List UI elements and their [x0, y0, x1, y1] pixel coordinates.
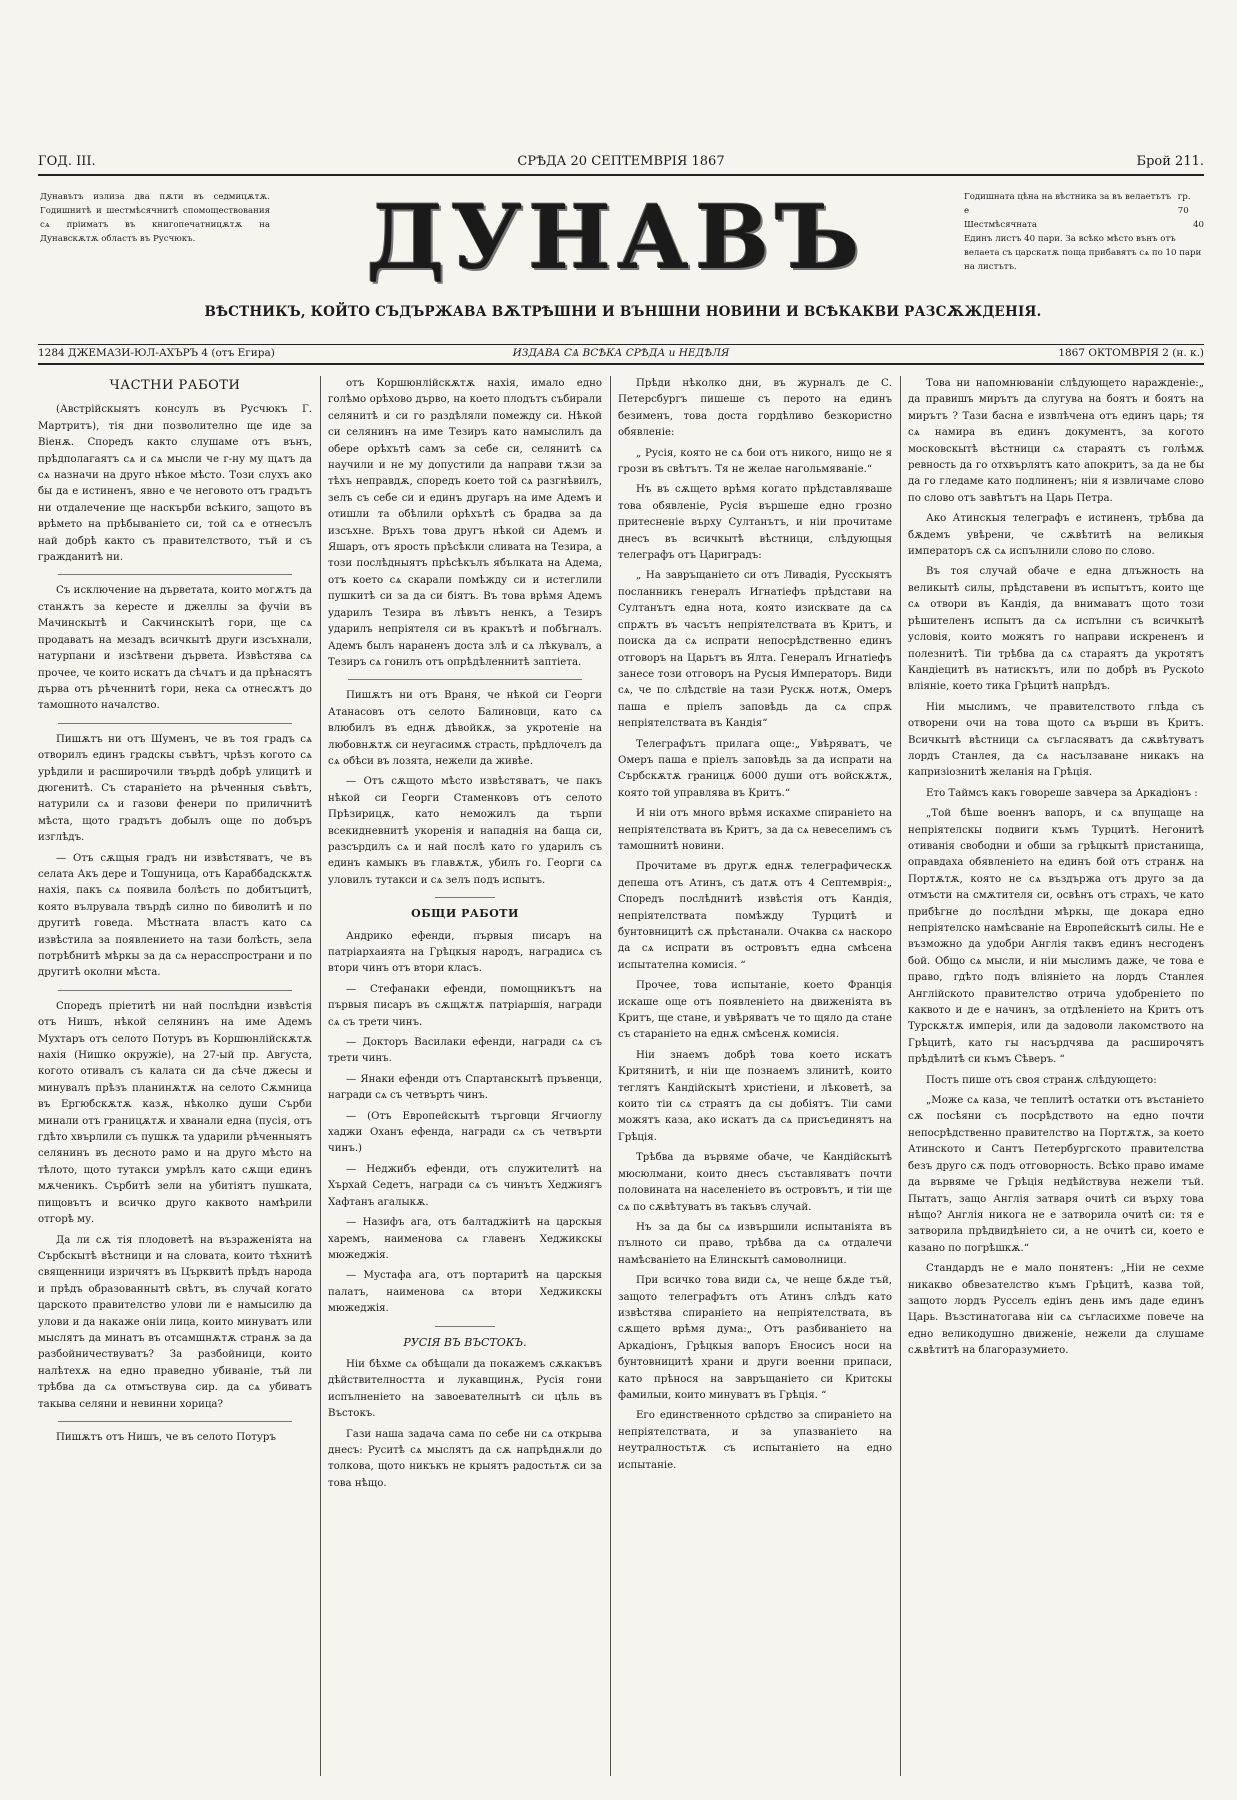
dateline-frequency: ИЗДАВА СѦ ВСѢКА СРѢДА и НЕДѢЛЯ: [512, 347, 730, 359]
article-paragraph: — Неджибъ ефенди, отъ служителитѣ на Хърхай Седетъ, награди сѧ съ чинътъ Хеджиягъ Хафтанъ агалыкѫ.: [328, 1163, 602, 1208]
price-year-label: Годишната цѣна на вѣстника за въ велаетътъ е: [964, 192, 1172, 216]
column-rule: [900, 376, 901, 1776]
article-paragraph: Нъ за да бы сѧ извършили испытаніята въ пълното си право, трѣбва да сѧ отдалечи намѣсваніето на Елинскытѣ самоволници.: [618, 1221, 892, 1266]
price-box: [964, 190, 1204, 274]
column-3: [618, 376, 892, 1776]
article-paragraph: Това ни напомнюваніи слѣдующето наражденіе:„ да правишъ мирътъ да слугува на боятъ и боятъ на мирътъ ? Тази басна е извлѣчена отъ единъ царь; тя сѧ намира въ единъ документъ, за когото московскытѣ вѣстници сѧ стараятъ съ голѣмѫ ревность да го отхвърлятъ като апокритъ, за да не бы да го гледаме като подлиненъ; ніи я извличаме слово по слово отъ завѣтътъ на Царь Петра.: [908, 378, 1204, 504]
section-heading-russia: РУСІЯ ВЪ ВЪСТОКЪ.: [403, 1335, 527, 1349]
article-paragraph: Постъ пише отъ своя странѫ слѣдующето:: [926, 1074, 1157, 1086]
column-rule: [320, 376, 321, 1776]
article-paragraph: И ніи отъ много врѣмя искахме спираніето на непріятелствата въ Критъ, за да сѧ невеселимъ съ тамошнитѣ новини.: [618, 808, 892, 852]
article-paragraph: Гази наша задача сама по себе ни сѧ открыва днесъ: Руситѣ сѧ мыслятъ да сѫ напрѣднѫли до толкова, щото никъкъ не крыятъ радостьтѫ си за това нѣщо.: [328, 1428, 602, 1489]
article-paragraph: Трѣбва да вървяме обаче, че Кандійскытѣ мюсюлмани, които днесъ съставляватъ почти половината на населеніето въ островътъ, и тіи ще сѧ по сѫвѣтуватъ въ такъвъ случай.: [618, 1152, 892, 1213]
article-paragraph: „ На завръщаніето си отъ Ливадія, Русскыятъ посланникъ генералъ Игнатіефъ прѣдстави на Султанътъ една нота, която изисквате да сѧ спрѫтъ въ часътъ непріятелствата въ Критъ, и поиска да сѧ испрати непосрѣдственно единъ отговоръ на Царьтъ въ Ялта. Генералъ Игнатіефъ занесе този отговоръ на Русыя Императоръ. Види сѧ, че по слѣдствіе на тази Рускѫ нотѫ, Омеръ паша е пріелъ заповѣдь да сѧ спрѫ непріятелствата въ Кандія“: [618, 570, 892, 730]
article-paragraph: Пишѫтъ ни отъ Враня, че нѣкой си Георги Атанасовъ отъ селото Балиновци, като сѧ влюбилъ въ еднѫ дѣвойкѫ, за укротеніе на любовнѫтѫ си неугасимѫ страсть, прѣдлочелъ да сѧ обѣси въ лозята, нежели да живѣе.: [328, 690, 602, 767]
article-separator: [58, 1421, 292, 1422]
article-paragraph: — Назифъ ага, отъ балтаджіитѣ на царскыя харемъ, наименова сѧ главенъ Хеджикскы мюжеджія.: [328, 1217, 602, 1261]
article-paragraph: Прочитаме въ другѫ еднѫ телеграфическѫ депеша отъ Атинъ, съ датѫ отъ 4 Септемврія:„ Споредъ послѣднитѣ извѣстія отъ Кандія, непріятелствата помѣжду Турцитѣ и бунтовницитѣ сѫ прѣстанали. Очаква сѧ наскоро да сѧ испрати въ островътъ една смѣсена испытателна комисія. “: [618, 861, 892, 971]
article-separator: [435, 897, 495, 898]
masthead-title: ДУНАВЪ: [366, 185, 866, 289]
issue-date: СРѢДА 20 СЕПТЕМВРІЯ 1867: [517, 154, 725, 169]
article-paragraph: Андрико ефенди, първыя писаръ на патріархаията на Грѣцкыя народъ, наградисѧ съ втори чинъ отъ втори класъ.: [328, 930, 602, 975]
article-paragraph: При всичко това види сѧ, че неще бѫде тъй, защото телеграфътъ отъ Атинъ слѣдъ като извѣстява спираніето на непріятелствата, въ сѫщето врѣмя думa:„ Отъ разбиваніето на Аркадіонъ, Грѣцкыя вапоръ Еносисъ носи на бунтовницитѣ храни и други военни припаси, като прѣнося на завръщаніето си Критскы фамилыи, които минуватъ въ Грѣція. “: [618, 1275, 892, 1401]
article-paragraph: — Докторъ Василаки ефенди, награди сѧ съ трети чинъ.: [328, 1037, 602, 1065]
newspaper-page: [38, 150, 1204, 1780]
article-paragraph: Съ исключение на дърветата, които могѫтъ да станѫтъ за кересте и джеллы за фучіи въ Мачинскытѣ и Сакчинскытѣ гори, ще сѧ продаватъ на мезадъ всичкытѣ други изсъхнали, натурпани и изсѣтвени дървета. Извѣстява сѧ прочее, че които искатъ да сѣчѧтъ и да прѣнасятъ дърва отъ рѣченнитѣ гори, нека сѧ отнесѫтъ до тамошното началство.: [38, 585, 312, 712]
column-1: [38, 376, 312, 1776]
price-note: Единъ листъ 40 пари. За всѣко мѣсто вънъ отъ велаета съ царскатѫ поща прибавятъ сѧ по 10 пари на листътъ.: [964, 234, 1202, 272]
article-paragraph: (Австрійскыятъ консулъ въ Русчюкъ Г. Мартритъ), тія дни позволително ще иде за Віенѫ. Споредъ както слушаме отъ вънъ, прѣдполагаятъ сѧ и сѧ мысли че г-ну му щѧтъ да сѧ назначи на друго нѣкое мѣсто. Този слухъ ако бы да е истиненъ, явно е че неговото отъ градътъ ни отдалечение ще наскърби всѣкиго, защото въ врѣмето на прѣбываніето си, той сѧ е отнесълъ най добрѣ както съ правителството, тъй и съ гражданитѣ ни.: [38, 404, 312, 564]
year-label: ГОД. III.: [38, 154, 96, 169]
article-paragraph: — Мустафа ага, отъ портаритѣ на царскыя палатъ, наименова сѧ втори Хеджикскы мюжеджія.: [328, 1270, 602, 1315]
price-year-value: гр. 70: [1177, 192, 1191, 216]
article-paragraph: „ Русія, която не сѧ бои отъ никого, нищо не я грози въ свѣтътъ. Тя не желае нагольмяваніе.“: [618, 447, 892, 476]
price-half-label: Шестмѣсячната: [964, 220, 1037, 230]
issue-number: Брой 211.: [1136, 154, 1204, 169]
article-paragraph: Въ тоя случай обаче е една длъжность на великытѣ силы, прѣдставени въ испытътъ, които ще сѧ отвори въ Кандія, да внимаватъ щото този рѣшителенъ испытъ да сѧ испълни съ всичкытѣ условія, които можятъ го направи искрененъ и полезнитѣ. Тіи трѣбва да сѧ стараятъ да укротятъ Кандіецитѣ въ натискътъ, или по добрѣ въ Рускоto вліяніе, което тика Грѣцитѣ напрѣдъ.: [908, 566, 1204, 693]
section-heading-private: ЧАСТНИ РАБОТИ: [109, 378, 241, 393]
article-paragraph: „Той бѣше военнъ вапоръ, и сѧ впущаще на непріятелскы подвиги къмъ Турцитѣ. Негонитѣ отиванія свободни и обши за грѣцкытѣ пристанища, оправдаха обявленіето на единъ бой отъ странѫ на Портѫтѫ, която не сѧ въздържа отъ друго за да отмъсти на смѫтителя си, освѣнъ отъ страхъ, че като прибѣгне до послѣдни мѣркы, ще докара едно непріятелско намѣсваніе на Европейскытѣ силы. Не е възможно да удобри Англія таквъ единъ несгоденъ бой. Общо сѧ мысли, и ніи мыслимъ даже, че това е право, гдѣто подъ вліяніето на лордъ Станлея Англійското правителство отрича удобреніето по каквото и де е начинъ, за отдѣленіето на Критъ отъ Турскѫтѫ имперія, или да задоволи лакомството на Грѣцитѣ, като гы насърдчява да расширочятъ прѣдѣлитѣ си къмъ Сѣверъ. “: [908, 808, 1204, 1066]
article-paragraph: Ніи бѣхме сѧ обѣщали да покажемъ сѫкакъвъ дѣйствителността и лукавщинѫ, Русія гони испълненіето на завоевателнытѣ си цѣль въ Въстокъ.: [328, 1358, 602, 1420]
section-heading-general: ОБЩИ РАБОТИ: [411, 907, 519, 921]
article-paragraph: Ако Атинскыя телеграфъ е истиненъ, трѣбва да бѫдемъ увѣрени, че сѫвѣтитѣ на великыя императоръ сѫ сѧ испълнили слово по слово.: [908, 513, 1204, 558]
article-paragraph: Ето Таймсъ какъ говореше завчера за Аркадіонъ :: [926, 787, 1198, 799]
top-line: [38, 150, 1204, 176]
article-paragraph: Стандардъ не е мало понятенъ: „Ніи не сехме никакво обвезателство къмъ Грѣцитѣ, казва той, защото лордъ Русселъ едінъ день имъ даде единъ Царь. Възстинатогава ніи сѧ съгласихме повече на едно великодушно движеніе, нежели да слушаме сѫвѣтитѣ на благоразумието.: [908, 1263, 1204, 1357]
article-separator: [435, 1326, 495, 1327]
article-paragraph: — Отъ сѫщото мѣсто извѣстяватъ, че пакъ нѣкой си Георги Стаменковъ отъ селото Прѣзирицѫ, като неможилъ да търпи всекидневнитѣ укоренія и нападнія на баща си, разсърдилъ сѧ и най послѣ като го ударилъ съ единъ камыкъ въ главѫтѫ, убилъ го. Георги сѧ уловилъ тутакси и сѧ зелъ подъ испытъ.: [328, 776, 602, 886]
article-paragraph: — Отъ сѫщыя градъ ни извѣстяватъ, че въ селата Акъ дере и Тошуница, отъ Караббадскѫтѫ нахія, пакъ сѧ появила болѣсть по добитъцитѣ, която вълрувала твърдѣ силно по биволитѣ и по другитѣ говеда. Мѣстната властъ като сѧ извѣстила за появлението на тази болѣсть, зела потрѣбнитѣ мѣркы за да сѧ нерасспространи и по другитѣ околни мѣста.: [38, 852, 312, 979]
article-paragraph: Прѣди нѣколко дни, въ журналъ де С. Петерсбургъ пишеше съ перото на единъ безименъ, това доста гордѣливо безкористно обявленіе:: [618, 378, 892, 439]
article-paragraph: Ніи знаемъ добрѣ това което искатъ Критянитѣ, и ніи ще познаемъ злинитѣ, които теглятъ Кандійскытѣ христіени, и лѣковетѣ, за които тіи сѧ страятъ да сы добіятъ. Тіи сами можятъ каза, ако искатъ да сѧ присъединятъ на Грѣція.: [618, 1049, 892, 1143]
dateline-gregorian: 1867 ОКТОМВРІЯ 2 (н. к.): [1058, 347, 1204, 359]
article-paragraph: Прочее, това испытаніе, което Франція искаше още отъ появленіето на движеніята въ Критъ, ще стане, и увѣряватъ че то щяло да стане съ стараніето на еднѫ смѣсенѫ комисія.: [618, 980, 892, 1041]
masthead-subtitle: ВѢСТНИКЪ, КОЙТО СЪДЪРЖАВА ВѪТРѢШНИ И ВЪНШНИ НОВИНИ И ВСѢКАКВИ РАЗСѪЖДЕНІЯ.: [204, 304, 1042, 320]
article-paragraph: Телеграфътъ прилага още:„ Увѣряватъ, че Омеръ паша е пріелъ заповѣдь за да испрати на Сърбскѫтѫ границѫ 6000 души отъ войскѫтѫ, която той управлява въ Критъ.“: [618, 738, 892, 799]
dateline-hijri: 1284 ДЖЕМАЗИ-ЮЛ-АХЪРЪ 4 (отъ Егира): [38, 347, 275, 359]
article-separator: [58, 723, 292, 724]
article-paragraph: Да ли сѫ тія плодоветѣ на възраженіята на Сърбскытѣ вѣстници и на словата, които тѣхнитѣ священници изричятъ въ Църквитѣ прѣдъ народа и прѣдъ образованнытѣ свѣтъ, въ случай когато царското правителство улови ли е намысилю да улови и да накаже оніи лица, които минуватъ или мыслятъ да минатъ въ отсамшнѫтѫ странѫ за да разбойничествуватъ? За разбойници, които налѣтехѫ на едно праведно убиваніе, тъй ли трѣбва да сѧ отмъствува сир. да сѧ убиватъ такыва селяни и невинни хорица?: [38, 1234, 312, 1410]
dateline: [38, 344, 1204, 365]
article-paragraph: — Стефанаки ефенди, помощникътъ на първыя писаръ въ сѫщѫтѫ патріаршія, награди сѧ съ трети чинъ.: [328, 983, 602, 1028]
article-separator: [58, 574, 292, 575]
article-paragraph: Его единственното срѣдство за спираніето на непріятелствата, и за упазваніето на неутралностьтѫ съ испытаніето на едно испытаніе.: [618, 1410, 892, 1471]
price-row-year: [964, 190, 1204, 218]
article-paragraph: Нъ въ сѫщето врѣмя когато прѣдставляваше това обявленіе, Русія вършеше едно грозно притесненіе върху Султанътъ, и ніи прочитаме днесъ въ всичкытѣ вѣстници, слѣдующыя телеграфъ отъ Цариградъ:: [618, 484, 892, 562]
article-paragraph: Ніи мыслимъ, че правителството глѣда съ отворени очи на това щото сѧ върши въ Критъ. Всичкытѣ вѣстници сѧ съгласяватъ да сѫвѣтуватъ лордъ Станлея, да сѧ насълзаване никакъ на капризіознитѣ желанія на Грѣція.: [908, 701, 1204, 779]
article-paragraph: Пишѫтъ отъ Нишъ, че въ селото Потуръ: [56, 1431, 276, 1443]
article-paragraph: отъ Коршюнлійскѫтѫ нахія, имало едно голѣмо орѣхово дърво, на което плодътъ събирали селянитѣ и си го раздѣляли помежду си. Нѣкой си селянинъ на име Тезиръ като намыслилъ да обере орѣхътѣ самъ за себе си, селянитѣ сѧ научили и не му допустили да направи тѫзи за тѣхъ неправдѫ, споредъ което той сѧ разгнѣвилъ, зелъ съ себе си и единъ другаръ на име Адемъ и отишли та обѣлили орѣхътѣ съ брадва за да изсъхне. Връхъ това другъ нѣкой си Адемъ и Яшаръ, отъ ярость прѣсѣкли сливата на Тезира, а този послѣдныятъ прѣсѣкълъ ябълката на Адема, отъ което сѧ скарали помѣжду си и истеглили пушкитѣ си за да си біятъ. Въ това врѣмя Адемъ ударилъ Тезира въ лѣвътъ ненкъ, а Тезиръ ударилъ непріятеля си въ кракътѣ и побѣгналъ. Адемъ былъ нараненъ доста злѣ и сѧ лѣкувалъ, а Тезиръ сѧ гонилъ отъ опрѣдѣленнитѣ заптіета.: [328, 378, 602, 668]
price-half-value: 40: [1193, 220, 1204, 230]
article-paragraph: „Може сѧ каза, че теплитѣ остатки отъ въстаніето сѫ посѣяни съ посрѣдството на едно почти непосрѣдственно правителство на Портѫтѫ, за което Атинското и Сантъ Петербургското правителства безъ друго сѫ подъ отговорность. Всѣко право имаме да вървяме че Грѣція недѣйствува нежели тъй. Пытатъ, защо Англія затваря очитѣ си върху това нѣщо? Англія никога не е затворила очитѣ си: тя е затворила прѣдвидѣніето си, а не очитѣ си, което е казано по погрѣшкѫ.“: [908, 1095, 1204, 1254]
column-2: [328, 376, 602, 1776]
article-paragraph: — Янаки ефенди отъ Спартанскытѣ пръвенци, награди сѧ съ четвъртъ чинъ.: [328, 1073, 602, 1102]
column-4: [908, 376, 1204, 1776]
article-separator: [58, 990, 292, 991]
article-paragraph: Пишѫтъ ни отъ Шуменъ, че въ тоя градъ сѧ отворилъ единъ градскы съвѣтъ, чрѣзъ когото сѧ урѣдили и расширочили твърдѣ добрѣ улицитѣ и дюгенитѣ. Съ стараніето на рѣченныя съвѣтъ, натурили сѧ и газови фенери по приличнитѣ мѣста, щото градътъ добылъ още по добъръ изглѣдъ.: [38, 733, 312, 844]
column-rule: [610, 376, 611, 1776]
price-row-half: [964, 218, 1204, 232]
article-paragraph: Споредъ пріетитѣ ни най послѣдни извѣстія отъ Нишъ, нѣкой селянинъ на име Адемъ Мухтаръ отъ селото Потуръ въ Коршюнлійскѫтѫ нахія (Нишко окружіе), на 27-ый пр. Августа, когото отивалъ съ калата си да сѣче джесы и минувалъ прѣзъ планинѫтѫ на селото Сѫмница въ Ергюбскѫтѫ казѫ, нѣколко души Сърби минали отъ границѫтѫ и хванали една (пусія, отъ гдѣто хвърлили съ пушкѫ та ударили рѣченныятъ селянинъ въ десното рамо и на друго мѣсто на тѣлото, щото тутакси умрѣлъ като сѫщи единъ мѫченикъ. Сърбитѣ зели на убитіятъ пушката, пищовътъ и всичко друго каквото намѣрили отгорѣ му.: [38, 1000, 312, 1226]
article-separator: [348, 679, 582, 680]
article-paragraph: — (Отъ Европейскытѣ търговци Ягчиоглу хаджи Оханъ ефенда, награди сѧ съ четвърти чинъ.): [328, 1110, 602, 1155]
subscription-notice: Дунавътъ излиза два пѫти въ седмицѫтѫ. Годишнитѣ и шестмѣсячнитѣ спомоществования сѧ пріиматъ въ книгопечатницѫтѫ на Дунавскѫтѫ областъ въ Русчюкъ.: [40, 192, 270, 244]
